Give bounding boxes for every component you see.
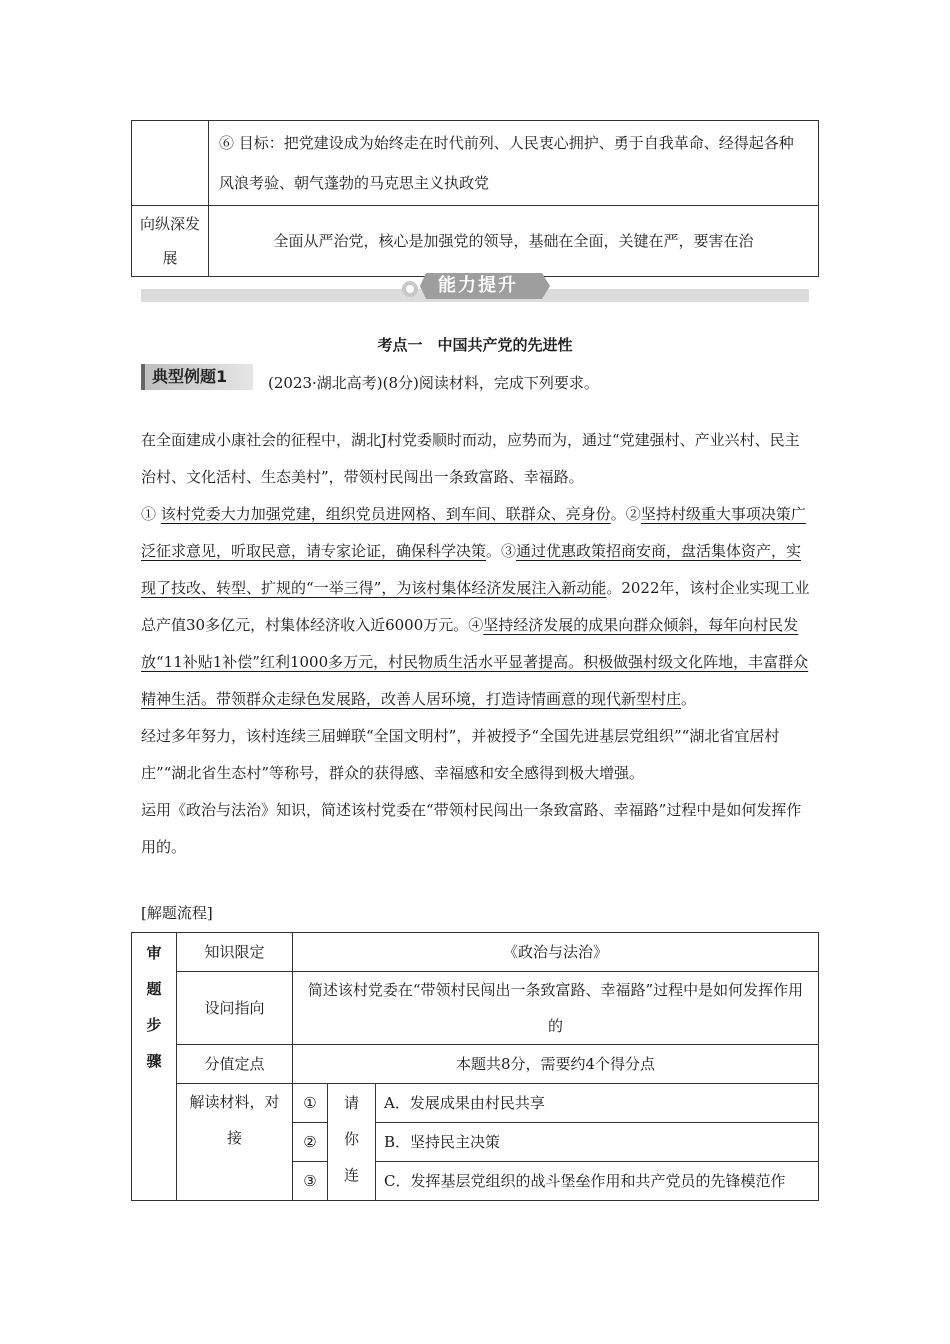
row-label: 分值定点 <box>177 1045 293 1084</box>
step-column: 审 题 步 骤 <box>132 933 177 1201</box>
banner-title: 能力提升 <box>438 275 518 296</box>
match-label: 解读材料，对接 <box>177 1084 293 1201</box>
material-number: ① <box>293 1084 328 1123</box>
table-cell-empty <box>132 121 209 206</box>
table-cell-strict-governance: 全面从严治党，核心是加强党的领导，基础在全面，关键在严，要害在治 <box>209 206 819 277</box>
underlined-point-2: 坚持村级重大事项决策广泛征求意见，听取民意，请专家论证，确保科学决策 <box>141 505 806 560</box>
material-number: ② <box>293 1123 328 1162</box>
underlined-point-3: 通过优惠政策招商安商，盘活集体资产，实现了技改、转型、扩规的“一举三得”，为该村集体经济发展注入新动能 <box>141 542 802 597</box>
answer-option: A．发展成果由村民共享 <box>376 1084 819 1123</box>
row-label: 知识限定 <box>177 933 293 972</box>
example-tag-label: 典型例题1 <box>152 367 228 386</box>
row-value: 《政治与法治》 <box>293 933 819 972</box>
material-paragraph: 在全面建成小康社会的征程中，湖北J村党委顺时而动，应势而为，通过“党建强村、产业兴村、民主治村、文化活村、生态美村”，带领村民闯出一条致富路、幸福路。 <box>141 431 800 486</box>
answer-option: C．发挥基层党组织的战斗堡垒作用和共产党员的先锋模范作 <box>376 1162 819 1201</box>
answer-option: B．坚持民主决策 <box>376 1123 819 1162</box>
section-title: 考点一 中国共产党的先进性 <box>377 336 573 354</box>
example-tag <box>141 364 253 390</box>
material-paragraph-underlined: ① 该村党委大力加强党建，组织党员进网格、到车间、联群众、亮身份。②坚持村级重大事项决策广泛征求意见，听取民意，请专家论证，确保科学决策。③通过优惠政策招商安商，盘活集体资产，实现了技改、转型、扩规的“一举三得”，为该村集体经济发展注入新动能。2022年，该村企业实现工业总产值30多亿元，村集体经济收入近6000万元。④坚持经济发展的成果向群众倾斜，每年向村民发放“11补贴1补偿”红利1000多万元，村民物质生活水平显著提高。积极做强村级文化阵地，丰富群众精神生活。带领群众走绿色发展路，改善人居环境，打造诗情画意的现代新型村庄。 <box>141 505 810 708</box>
row-label: 设问指向 <box>177 972 293 1045</box>
question-text: 运用《政治与法治》知识，简述该村党委在“带领村民闯出一条致富路、幸福路”过程中是如何发挥作用的。 <box>141 801 802 856</box>
underlined-point-1: 该村党委大力加强党建，组织党员进网格、到车间、联群众、亮身份 <box>160 505 611 523</box>
underlined-point-4: 坚持经济发展的成果向群众倾斜，每年向村民发放“11补贴1补偿”红利1000多万元，村民物质生活水平显著提高。积极做强村级文化阵地，丰富群众精神生活。带领群众走绿色发展路，改善人居环境，打造诗情画意的现代新型村庄 <box>141 616 809 708</box>
row-value: 本题共8分，需要约4个得分点 <box>293 1045 819 1084</box>
solution-flow-table <box>131 932 819 1201</box>
knowledge-table <box>131 120 819 277</box>
row-value: 简述该村党委在“带领村民闯出一条致富路、幸福路”过程中是如何发挥作用的 <box>293 972 819 1045</box>
table-cell-row-label: 向纵深发展 <box>132 206 209 277</box>
flow-label: [解题流程] <box>141 904 213 922</box>
reading-material <box>141 422 811 866</box>
material-paragraph: 经过多年努力，该村连续三届蝉联“全国文明村”，并被授予“全国先进基层党组织”“湖北省宜居村庄”“湖北省生态村”等称号，群众的获得感、幸福感和安全感得到极大增强。 <box>141 727 780 782</box>
material-number: ③ <box>293 1162 328 1201</box>
example-source: (2023·湖北高考)(8分)阅读材料，完成下列要求。 <box>268 374 599 392</box>
connect-prompt: 请 你 连 <box>328 1084 376 1201</box>
ability-banner <box>400 273 550 299</box>
table-cell-goal: ⑥ 目标：把党建设成为始终走在时代前列、人民衷心拥护、勇于自我革命、经得起各种风浪考验、朝气蓬勃的马克思主义执政党 <box>209 121 819 206</box>
